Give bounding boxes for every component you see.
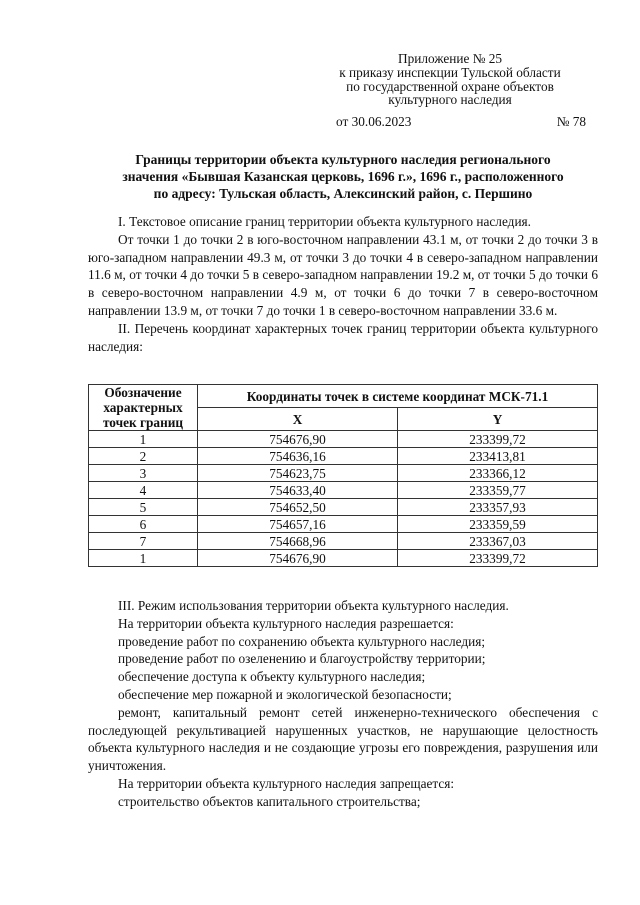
x-cell: 754623,75 [198, 465, 398, 482]
y-cell: 233367,03 [398, 533, 598, 550]
coordinates-table [88, 384, 598, 567]
table-row [89, 465, 598, 482]
title-line: по адресу: Тульская область, Алексинский район, с. Першино [153, 186, 533, 201]
point-cell: 1 [89, 550, 198, 567]
x-cell: 754676,90 [198, 431, 398, 448]
appendix-line: к приказу инспекции Тульской области [339, 64, 561, 80]
allowed-item: обеспечение доступа к объекту культурного наследия; [118, 669, 426, 685]
allowed-item: проведение работ по озеленению и благоустройству территории; [118, 651, 486, 667]
y-cell: 233399,72 [398, 431, 598, 448]
point-cell: 2 [89, 448, 198, 465]
col-coords-group-header: Координаты точек в системе координат МСК-71.1 [198, 385, 598, 408]
table-row [89, 550, 598, 567]
section-3 [88, 597, 598, 811]
forbidden-item: строительство объектов капитального строительства; [118, 793, 421, 809]
allowed-item: ремонт, капитальный ремонт сетей инженерно-технического обеспечения с последующей рекультивацией нарушенных участков, не нарушающие целостность объекта культурного наследия и не создающие угрозы его повреждения, разрушения или уничтожения. [88, 704, 598, 774]
x-cell: 754633,40 [198, 482, 398, 499]
point-cell: 6 [89, 516, 198, 533]
title-line: Границы территории объекта культурного наследия регионального [135, 152, 551, 167]
table-row [89, 448, 598, 465]
y-cell: 233359,59 [398, 516, 598, 533]
document-title [88, 151, 598, 202]
x-cell: 754668,96 [198, 533, 398, 550]
allowed-item: обеспечение мер пожарной и экологической безопасности; [118, 686, 452, 702]
point-cell: 4 [89, 482, 198, 499]
forbidden-intro: На территории объекта культурного наследия запрещается: [118, 775, 455, 791]
table-row [89, 482, 598, 499]
section-1 [88, 213, 598, 355]
point-cell: 7 [89, 533, 198, 550]
section-3-heading: III. Режим использования территории объекта культурного наследия. [118, 598, 509, 613]
appendix-header [300, 52, 600, 107]
point-cell: 3 [89, 465, 198, 482]
col-x-header: X [198, 408, 398, 431]
order-number: № 78 [556, 114, 586, 129]
col-point-header: Обозначение характерных точек границ [89, 385, 198, 431]
table-row [89, 431, 598, 448]
title-line: значения «Бывшая Казанская церковь, 1696 г.», 1696 г., расположенного [122, 169, 564, 184]
table-row [89, 499, 598, 516]
y-cell: 233359,77 [398, 482, 598, 499]
allowed-intro: На территории объекта культурного наследия разрешается: [118, 615, 454, 631]
col-y-header: Y [398, 408, 598, 431]
x-cell: 754652,50 [198, 499, 398, 516]
table-row [89, 516, 598, 533]
allowed-item: проведение работ по сохранению объекта культурного наследия; [118, 633, 486, 649]
table-row [89, 533, 598, 550]
y-cell: 233357,93 [398, 499, 598, 516]
section-1-heading: I. Текстовое описание границ территории объекта культурного наследия. [118, 214, 531, 229]
point-cell: 5 [89, 499, 198, 516]
appendix-line: культурного наследия [388, 92, 512, 108]
section-2-heading: II. Перечень координат характерных точек границ территории объекта культурного наследия: [88, 320, 598, 354]
x-cell: 754636,16 [198, 448, 398, 465]
section-1-text: От точки 1 до точки 2 в юго-восточном направлении 43.1 м, от точки 2 до точки 3 в юго-западном направлении 49.3 м, от точки 3 до точки 4 в северо-западном направлении 11.6 м, от точки 4 до точки 5 в северо-западном направлении 19.2 м, от точки 5 до точки 6 в северо-восточном направлении 4.9 м, от точки 6 до точки 7 в северо-восточном направлении 13.9 м, от точки 7 до точки 1 в северо-восточном направлении 33.6 м. [88, 231, 598, 318]
x-cell: 754657,16 [198, 516, 398, 533]
appendix-line: по государственной охране объектов [346, 78, 554, 94]
y-cell: 233399,72 [398, 550, 598, 567]
x-cell: 754676,90 [198, 550, 398, 567]
y-cell: 233413,81 [398, 448, 598, 465]
appendix-line: Приложение № 25 [398, 51, 502, 66]
order-dateline [336, 114, 586, 130]
point-cell: 1 [89, 431, 198, 448]
order-date: от 30.06.2023 [336, 114, 412, 129]
y-cell: 233366,12 [398, 465, 598, 482]
